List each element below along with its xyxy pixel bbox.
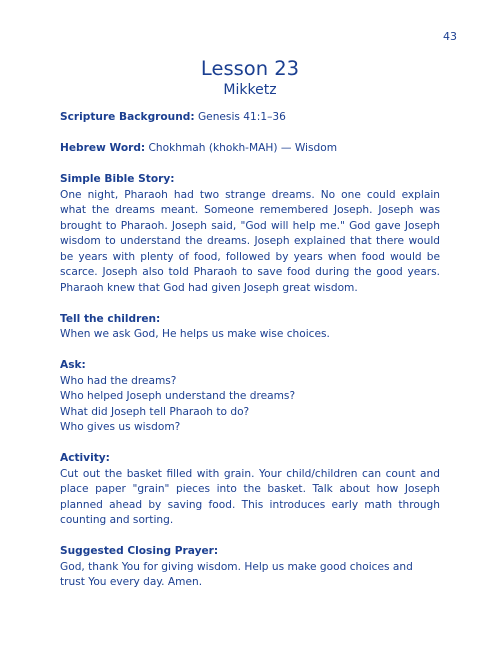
ask-label: Ask:: [60, 359, 86, 371]
story-label: Simple Bible Story:: [60, 173, 175, 185]
ask-question: Who gives us wisdom?: [60, 421, 181, 433]
hebrew-word-label: Hebrew Word:: [60, 142, 146, 154]
prayer-label: Suggested Closing Prayer:: [60, 545, 219, 557]
ask-question: What did Joseph tell Pharaoh to do?: [60, 405, 250, 418]
scripture-label: Scripture Background:: [60, 111, 195, 123]
activity-label: Activity:: [60, 452, 110, 464]
activity-section: [60, 451, 440, 529]
ask-section: [60, 358, 440, 436]
title-block: [0, 57, 500, 99]
prayer-text: God, thank You for giving wisdom. Help us make good choices and trust You every day. Amen.: [60, 560, 413, 588]
scripture-value: Genesis 41:1–36: [197, 111, 286, 123]
page-number: 43: [443, 30, 457, 43]
story-section: [60, 172, 440, 296]
tell-section: [60, 312, 440, 343]
ask-question: Who had the dreams?: [60, 374, 177, 387]
ask-question: Who helped Joseph understand the dreams?: [60, 390, 296, 402]
tell-text: When we ask God, He helps us make wise choices.: [60, 328, 330, 340]
activity-text: Cut out the basket filled with grain. Your child/children can count and place paper "grain" pieces into the basket. Talk about how Joseph planned ahead by saving food. This introduces early math through counting and sorting.: [60, 467, 440, 526]
scripture-section: [60, 110, 440, 126]
lesson-subtitle: Mikketz: [223, 82, 277, 98]
prayer-section: [60, 544, 440, 591]
tell-label: Tell the children:: [60, 312, 161, 325]
lesson-content: [60, 110, 440, 606]
lesson-title: Lesson 23: [200, 57, 300, 80]
hebrew-word-section: [60, 141, 440, 157]
story-text: One night, Pharaoh had two strange dreams. No one could explain what the dreams meant. Someone remembered Joseph. Joseph was brought to Pharaoh. Joseph said, "God will help me." God gave Joseph wisdom to understand the dreams. Joseph explained that there would be years with plenty of food, followed by years when food would be scarce. Joseph also told Pharaoh to save food during the good years. Pharaoh knew that God had given Joseph great wisdom.: [60, 188, 440, 294]
hebrew-word-value: Chokhmah (khokh-MAH) — Wisdom: [148, 142, 338, 154]
